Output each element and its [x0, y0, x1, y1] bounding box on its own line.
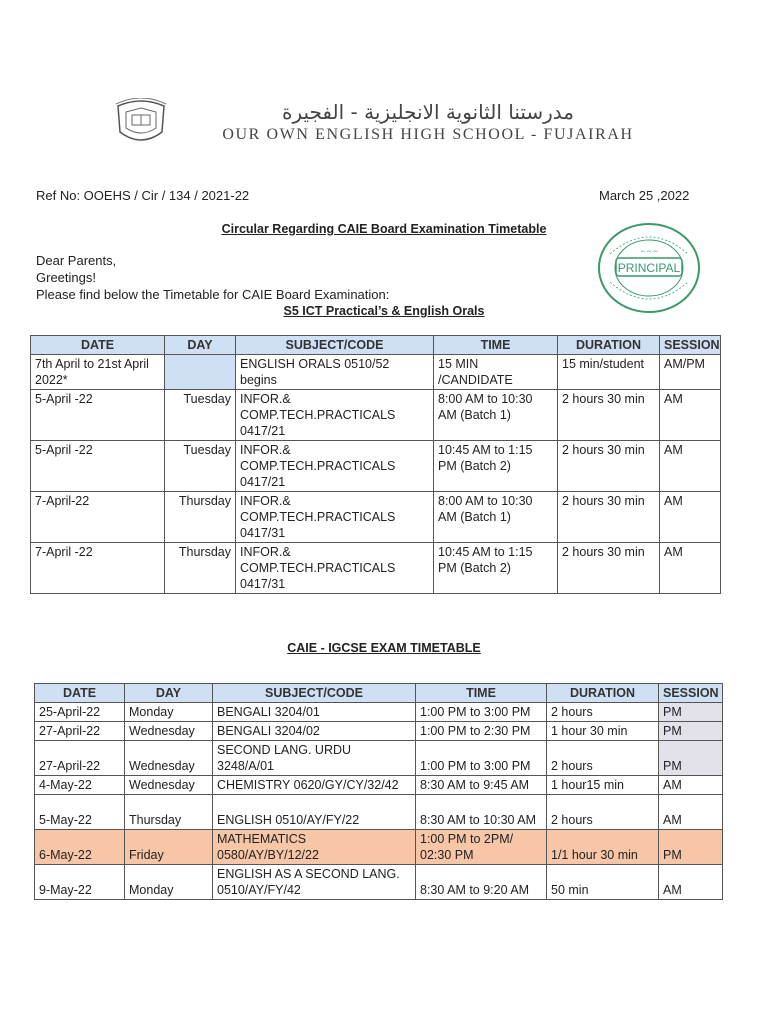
session-cell: PM — [659, 703, 723, 722]
time-cell: 8:30 AM to 9:45 AM — [416, 776, 547, 795]
duration-cell: 15 min/student — [558, 355, 660, 390]
date-cell: 6-May-22 — [35, 830, 125, 865]
time-cell: 8:30 AM to 10:30 AM — [416, 795, 547, 830]
column-header: SESSION — [659, 684, 723, 703]
session-cell: AM — [660, 390, 721, 441]
day-cell: Tuesday — [165, 441, 236, 492]
subject-cell: INFOR.& COMP.TECH.PRACTICALS 0417/31 — [236, 492, 434, 543]
subject-cell: BENGALI 3204/02 — [213, 722, 416, 741]
table-row — [35, 703, 723, 722]
ict-orals-table — [30, 335, 721, 594]
duration-cell: 2 hours 30 min — [558, 492, 660, 543]
column-header: TIME — [416, 684, 547, 703]
table-row-highlighted — [35, 830, 723, 865]
table-row — [35, 865, 723, 900]
session-cell: AM — [660, 441, 721, 492]
school-name: OUR OWN ENGLISH HIGH SCHOOL - FUJAIRAH — [222, 126, 634, 143]
date-cell: 5-April -22 — [31, 390, 165, 441]
session-cell: AM — [660, 492, 721, 543]
duration-cell: 2 hours — [547, 795, 659, 830]
table-row — [31, 390, 721, 441]
time-cell: 10:45 AM to 1:15 PM (Batch 2) — [434, 441, 558, 492]
reference-number: Ref No: OOEHS / Cir / 134 / 2021-22 — [36, 188, 250, 203]
column-header: DATE — [35, 684, 125, 703]
table-row — [35, 795, 723, 830]
duration-cell: 2 hours 30 min — [558, 390, 660, 441]
time-cell: 10:45 AM to 1:15 PM (Batch 2) — [434, 543, 558, 594]
session-cell: AM — [660, 543, 721, 594]
session-cell: PM — [659, 741, 723, 776]
session-cell: AM/PM — [660, 355, 721, 390]
table-row — [31, 441, 721, 492]
day-cell: Thursday — [125, 795, 213, 830]
table1-title: S5 ICT Practical’s & English Orals — [283, 304, 485, 318]
table2-title: CAIE - IGCSE EXAM TIMETABLE — [287, 641, 481, 655]
igcse-exam-table — [34, 683, 723, 900]
date-cell: 5-April -22 — [31, 441, 165, 492]
table-header-row — [35, 684, 723, 703]
date-cell: 4-May-22 — [35, 776, 125, 795]
day-cell: Tuesday — [165, 390, 236, 441]
table-header-row — [31, 336, 721, 355]
duration-cell: 1 hour 30 min — [547, 722, 659, 741]
day-cell: Wednesday — [125, 741, 213, 776]
time-cell: 8:00 AM to 10:30 AM (Batch 1) — [434, 492, 558, 543]
subject-cell: INFOR.& COMP.TECH.PRACTICALS 0417/21 — [236, 390, 434, 441]
column-header: DURATION — [547, 684, 659, 703]
day-cell: Thursday — [165, 543, 236, 594]
duration-cell: 1/1 hour 30 min — [547, 830, 659, 865]
date-cell: 7-April-22 — [31, 492, 165, 543]
subject-cell: ENGLISH AS A SECOND LANG. 0510/AY/FY/42 — [213, 865, 416, 900]
subject-cell: MATHEMATICS 0580/AY/BY/12/22 — [213, 830, 416, 865]
session-cell: AM — [659, 776, 723, 795]
stamp-role: PRINCIPAL — [617, 261, 681, 275]
date-cell: 27-April-22 — [35, 741, 125, 776]
table-row — [35, 741, 723, 776]
svg-text:~ ~ ~: ~ ~ ~ — [640, 247, 658, 256]
circular-date: March 25 ,2022 — [599, 188, 690, 203]
salutation-line: Please find below the Timetable for CAIE Board Examination: — [36, 287, 390, 302]
duration-cell: 2 hours — [547, 741, 659, 776]
session-cell: AM — [659, 795, 723, 830]
time-cell: 15 MIN /CANDIDATE — [434, 355, 558, 390]
column-header: SUBJECT/CODE — [213, 684, 416, 703]
time-cell: 1:00 PM to 2:30 PM — [416, 722, 547, 741]
session-cell: PM — [659, 722, 723, 741]
day-cell — [165, 355, 236, 390]
day-cell: Friday — [125, 830, 213, 865]
school-crest-logo — [112, 98, 170, 146]
subject-cell: INFOR.& COMP.TECH.PRACTICALS 0417/31 — [236, 543, 434, 594]
date-cell: 27-April-22 — [35, 722, 125, 741]
duration-cell: 50 min — [547, 865, 659, 900]
column-header: DURATION — [558, 336, 660, 355]
duration-cell: 2 hours 30 min — [558, 543, 660, 594]
session-cell: PM — [659, 830, 723, 865]
time-cell: 1:00 PM to 3:00 PM — [416, 741, 547, 776]
date-cell: 5-May-22 — [35, 795, 125, 830]
subject-cell: BENGALI 3204/01 — [213, 703, 416, 722]
date-cell: 7-April -22 — [31, 543, 165, 594]
duration-cell: 2 hours — [547, 703, 659, 722]
time-cell: 8:00 AM to 10:30 AM (Batch 1) — [434, 390, 558, 441]
column-header: SESSION — [660, 336, 721, 355]
day-cell: Wednesday — [125, 776, 213, 795]
day-cell: Monday — [125, 703, 213, 722]
circular-title: Circular Regarding CAIE Board Examination Timetable — [221, 222, 547, 236]
column-header: DATE — [31, 336, 165, 355]
session-cell: AM — [659, 865, 723, 900]
column-header: SUBJECT/CODE — [236, 336, 434, 355]
column-header: TIME — [434, 336, 558, 355]
column-header: DAY — [125, 684, 213, 703]
column-header: DAY — [165, 336, 236, 355]
day-cell: Wednesday — [125, 722, 213, 741]
date-cell: 25-April-22 — [35, 703, 125, 722]
table-row — [31, 355, 721, 390]
duration-cell: 1 hour15 min — [547, 776, 659, 795]
subject-cell: ENGLISH ORALS 0510/52 begins — [236, 355, 434, 390]
subject-cell: CHEMISTRY 0620/GY/CY/32/42 — [213, 776, 416, 795]
table-row — [31, 543, 721, 594]
salutation — [36, 252, 389, 303]
table-row — [35, 722, 723, 741]
date-cell: 9-May-22 — [35, 865, 125, 900]
subject-cell: SECOND LANG. URDU 3248/A/01 — [213, 741, 416, 776]
time-cell: 8:30 AM to 9:20 AM — [416, 865, 547, 900]
time-cell: 1:00 PM to 3:00 PM — [416, 703, 547, 722]
salutation-line: Greetings! — [36, 270, 96, 285]
day-cell: Thursday — [165, 492, 236, 543]
duration-cell: 2 hours 30 min — [558, 441, 660, 492]
table-row — [35, 776, 723, 795]
date-cell: 7th April to 21st April 2022* — [31, 355, 165, 390]
table-row — [31, 492, 721, 543]
day-cell: Monday — [125, 865, 213, 900]
salutation-line: Dear Parents, — [36, 253, 117, 268]
school-name-arabic: مدرستنا الثانوية الانجليزية - الفجيرة — [281, 100, 575, 124]
time-cell: 1:00 PM to 2PM/ 02:30 PM — [416, 830, 547, 865]
principal-stamp — [596, 220, 702, 316]
subject-cell: INFOR.& COMP.TECH.PRACTICALS 0417/21 — [236, 441, 434, 492]
subject-cell: ENGLISH 0510/AY/FY/22 — [213, 795, 416, 830]
